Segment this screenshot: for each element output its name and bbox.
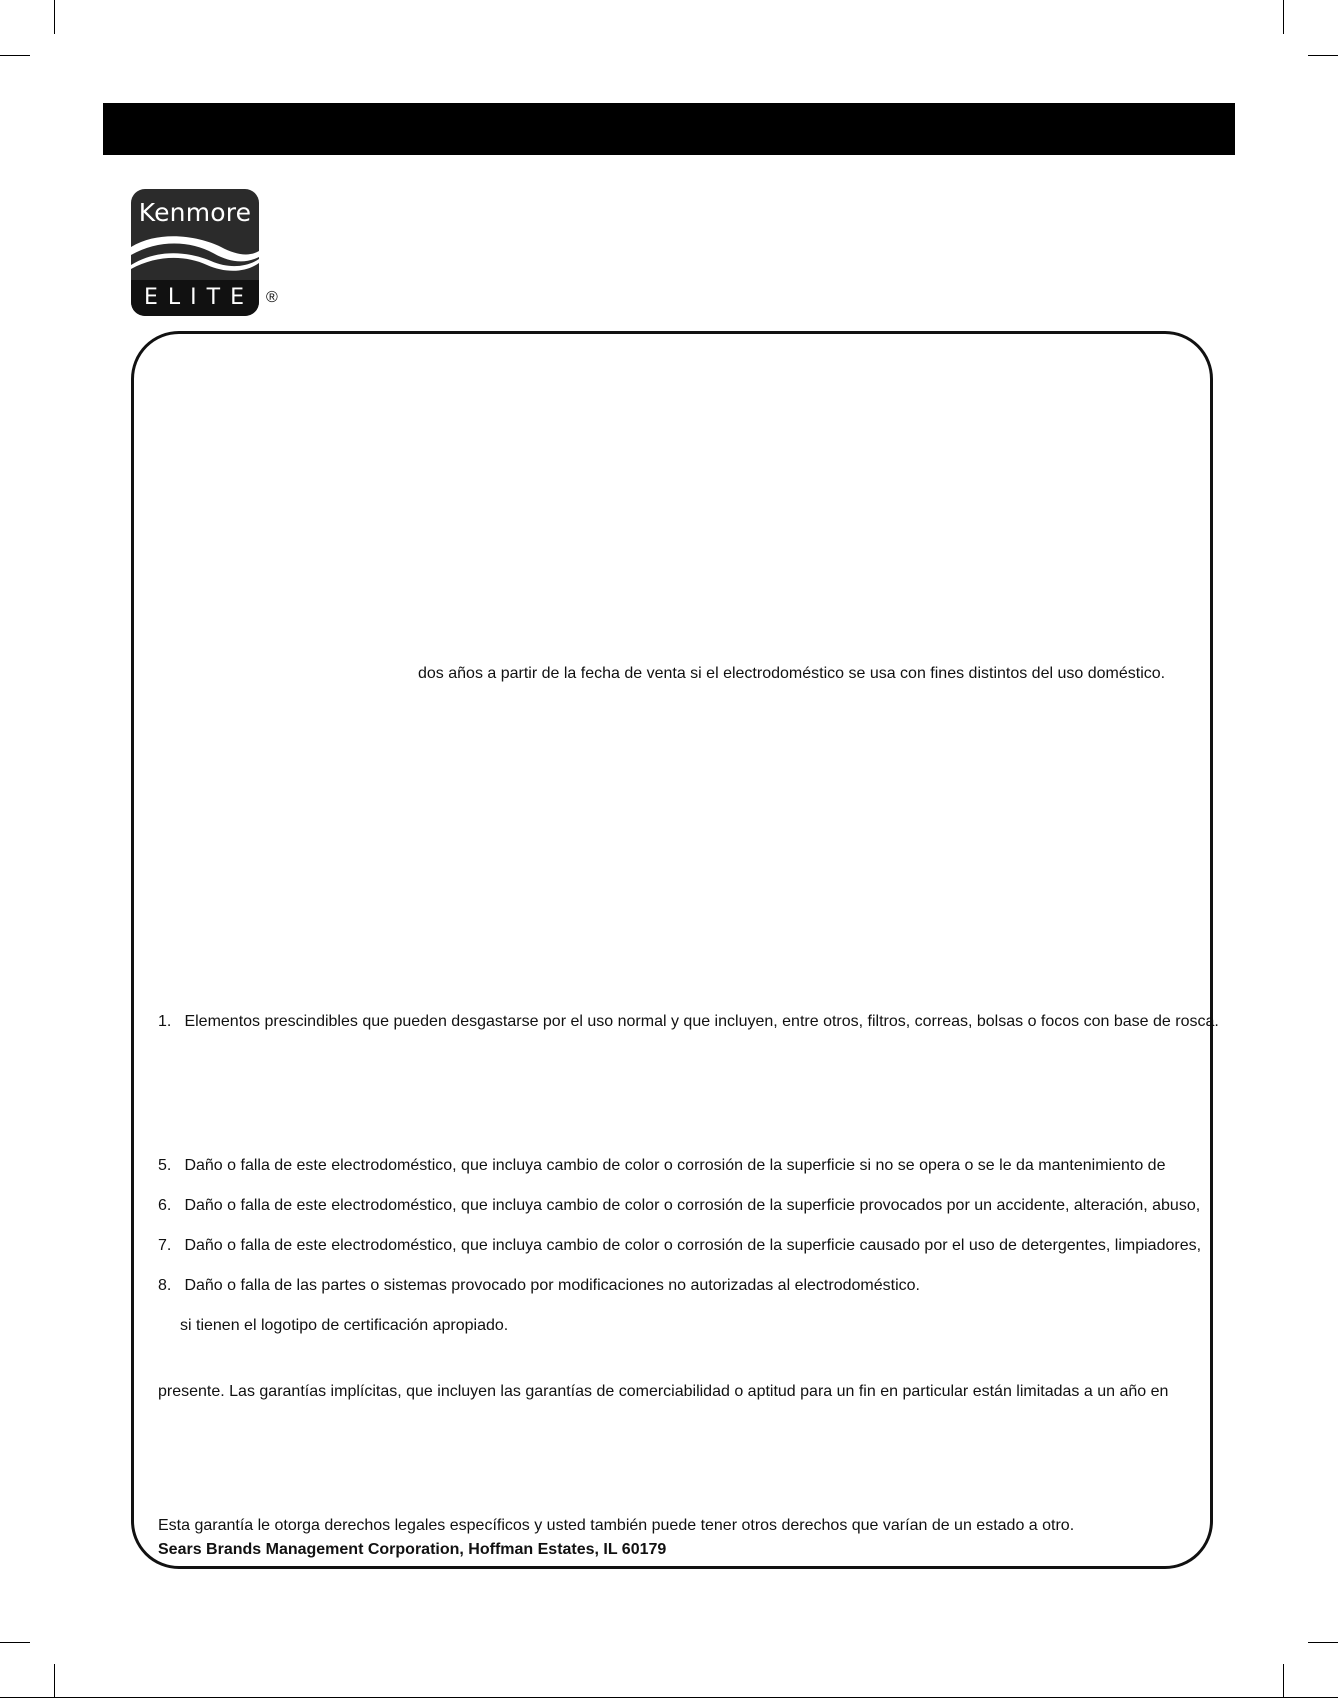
exclusion-item [158,1236,1201,1256]
exclusion-number: 1. [158,1013,172,1030]
exclusion-number: 7. [158,1237,172,1254]
exclusion-text: Daño o falla de las partes o sistemas provocado por modificaciones no autorizadas al electrodoméstico. [184,1277,920,1294]
exclusion-number: 8. [158,1277,172,1294]
header-bar [103,103,1235,155]
implied-warranty-line: presente. Las garantías implícitas, que incluyen las garantías de comerciabilidad o aptitud para un fin en particular están limitadas a un año en [158,1383,1169,1400]
exclusion-text: Daño o falla de este electrodoméstico, que incluya cambio de color o corrosión de la superficie causado por el uso de detergentes, limpiadores, [184,1237,1202,1254]
crop-mark [0,1642,30,1643]
certification-line: si tienen el logotipo de certificación apropiado. [180,1317,509,1334]
exclusion-text: Daño o falla de este electrodoméstico, que incluya cambio de color o corrosión de la superficie si no se opera o se le da mantenimiento de [184,1157,1166,1174]
wave-icon [131,233,259,273]
registered-mark: ® [266,289,278,306]
exclusion-item [158,1156,1165,1176]
crop-mark [1283,0,1284,34]
crop-mark [0,55,30,56]
crop-mark [1308,1642,1338,1643]
exclusion-text: Elementos prescindibles que pueden desgastarse por el uso normal y que incluyen, entre otros, filtros, correas, bolsas o focos con base de rosca. [184,1013,1219,1030]
crop-mark [54,1664,55,1698]
exclusion-item [158,1276,920,1296]
crop-mark [1308,55,1338,56]
exclusion-item [158,1196,1200,1216]
commercial-use-line: dos años a partir de la fecha de venta si el electrodoméstico se usa con fines distintos del uso doméstico. [418,665,1166,682]
logo-sub-text: ELITE [144,285,254,310]
exclusion-number: 5. [158,1157,172,1174]
exclusion-item [158,1012,1219,1032]
crop-mark [1283,1664,1284,1698]
exclusion-text: Daño o falla de este electrodoméstico, que incluya cambio de color o corrosión de la superficie provocados por un accidente, alteración, abuso, [184,1197,1201,1214]
company-line: Sears Brands Management Corporation, Hoffman Estates, IL 60179 [158,1541,667,1558]
legal-rights-line: Esta garantía le otorga derechos legales específicos y usted también puede tener otros derechos que varían de un estado a otro. [158,1517,1075,1534]
exclusion-number: 6. [158,1197,172,1214]
crop-mark [54,0,55,34]
kenmore-elite-logo [131,189,259,316]
logo-brand-text: Kenmore [138,198,252,227]
